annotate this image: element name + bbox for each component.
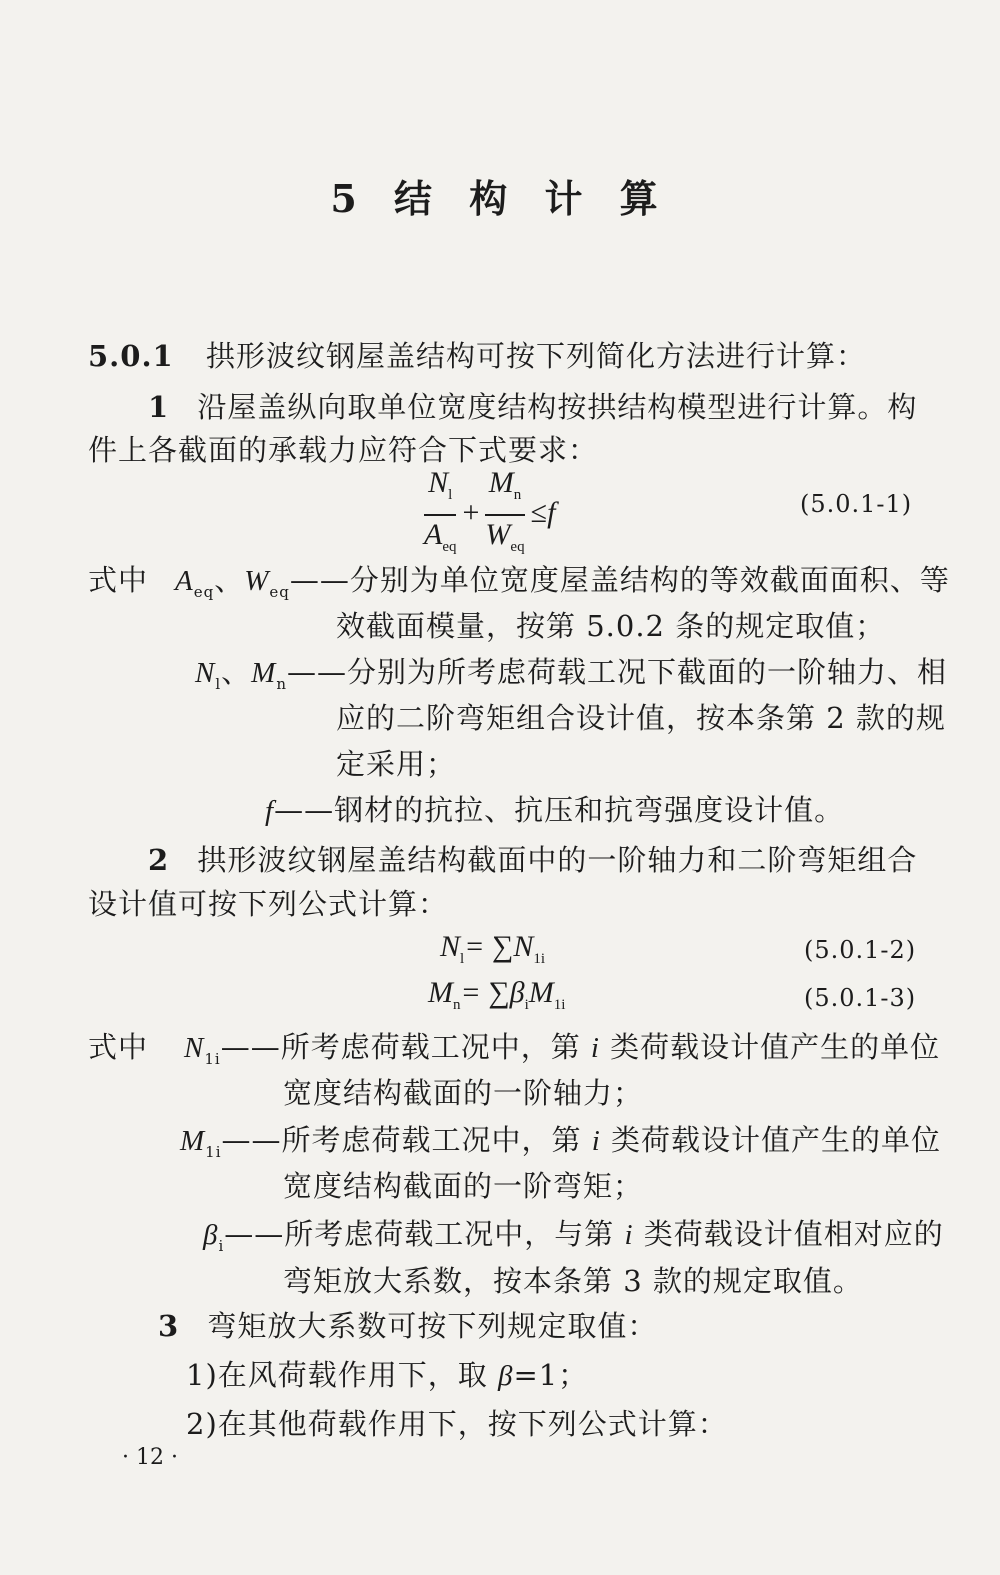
equation-5-0-1-3: $M_n= \sum\beta_iM_{1i}$ [428, 976, 566, 1013]
term-n-m-line-3: 定采用； [336, 747, 457, 781]
item-2-line-1: 2 拱形波纹钢屋盖结构截面中的一阶轴力和二阶弯矩组合 [148, 843, 918, 877]
equation-5-0-1-1: $\frac{N_l}{A_{eq}}$ + $\frac{M_n}{W_{eq}}$ ≤f [418, 466, 555, 564]
term-beta-i: $\beta_i——$所考虑荷载工况中，与第 i 类荷载设计值相对应的 [203, 1217, 944, 1255]
item-1-number: 1 [148, 390, 170, 424]
equation-number-2: (5.0.1-2) [804, 936, 917, 964]
item-2-line-2: 设计值可按下列公式计算： [88, 887, 449, 921]
item-3-sub-2: 2)在其他荷载作用下，按下列公式计算： [186, 1407, 728, 1441]
clause-number: 5.0.1 [88, 339, 174, 373]
clause-5-0-1 [88, 336, 866, 376]
equation-number-3: (5.0.1-3) [804, 984, 917, 1012]
item-2-number: 2 [148, 843, 170, 877]
term-a-w: $A_{eq}$、$W_{eq}——$分别为单位宽度屋盖结构的等效截面面积、等 [175, 563, 950, 601]
fraction-m-over-w: $\frac{M_n}{W_{eq}}$ [485, 466, 525, 555]
term-m1i: $M_{1i}——$所考虑荷载工况中，第 i 类荷载设计值产生的单位 [180, 1123, 942, 1161]
term-beta-i-line-2: 弯矩放大系数，按本条第 3 款的规定取值。 [283, 1264, 863, 1298]
equation-number-1: (5.0.1-1) [800, 490, 913, 518]
term-a-w-line-2: 效截面模量，按第 5.0.2 条的规定取值； [336, 609, 886, 643]
term-m1i-line-2: 宽度结构截面的一阶弯矩； [283, 1169, 644, 1203]
chapter-title: 5 结 构 计 算 [330, 176, 670, 221]
term-n-m-line-2: 应的二阶弯矩组合设计值，按本条第 2 款的规 [336, 701, 946, 735]
item-1-line-1: 1 沿屋盖纵向取单位宽度结构按拱结构模型进行计算。构 [148, 390, 918, 424]
item-1-line-2: 件上各截面的承载力应符合下式要求： [88, 433, 599, 467]
item-3-line-1: 3 弯矩放大系数可按下列规定取值： [158, 1309, 658, 1343]
page-number: · 12 · [122, 1445, 178, 1470]
equation-5-0-1-2: $N_l= \sum N_{1i}$ [440, 930, 545, 967]
clause-intro: 拱形波纹钢屋盖结构可按下列简化方法进行计算： [205, 339, 866, 373]
term-n1i-line-2: 宽度结构截面的一阶轴力； [283, 1076, 644, 1110]
item-3-sub-1: 1)在风荷载作用下，取 β=1； [186, 1358, 589, 1392]
fraction-n-over-a: $\frac{N_l}{A_{eq}}$ [424, 466, 457, 555]
term-f: f——钢材的抗拉、抗压和抗弯强度设计值。 [265, 793, 845, 827]
term-n-m: $N_l$、$M_n——$分别为所考虑荷载工况下截面的一阶轴力、相 [195, 655, 948, 693]
where-label-1: 式中 [88, 563, 149, 597]
term-n1i: $N_{1i}——$所考虑荷载工况中，第 i 类荷载设计值产生的单位 [184, 1030, 941, 1068]
where-label-2: 式中 [88, 1030, 149, 1064]
item-3-number: 3 [158, 1309, 180, 1343]
